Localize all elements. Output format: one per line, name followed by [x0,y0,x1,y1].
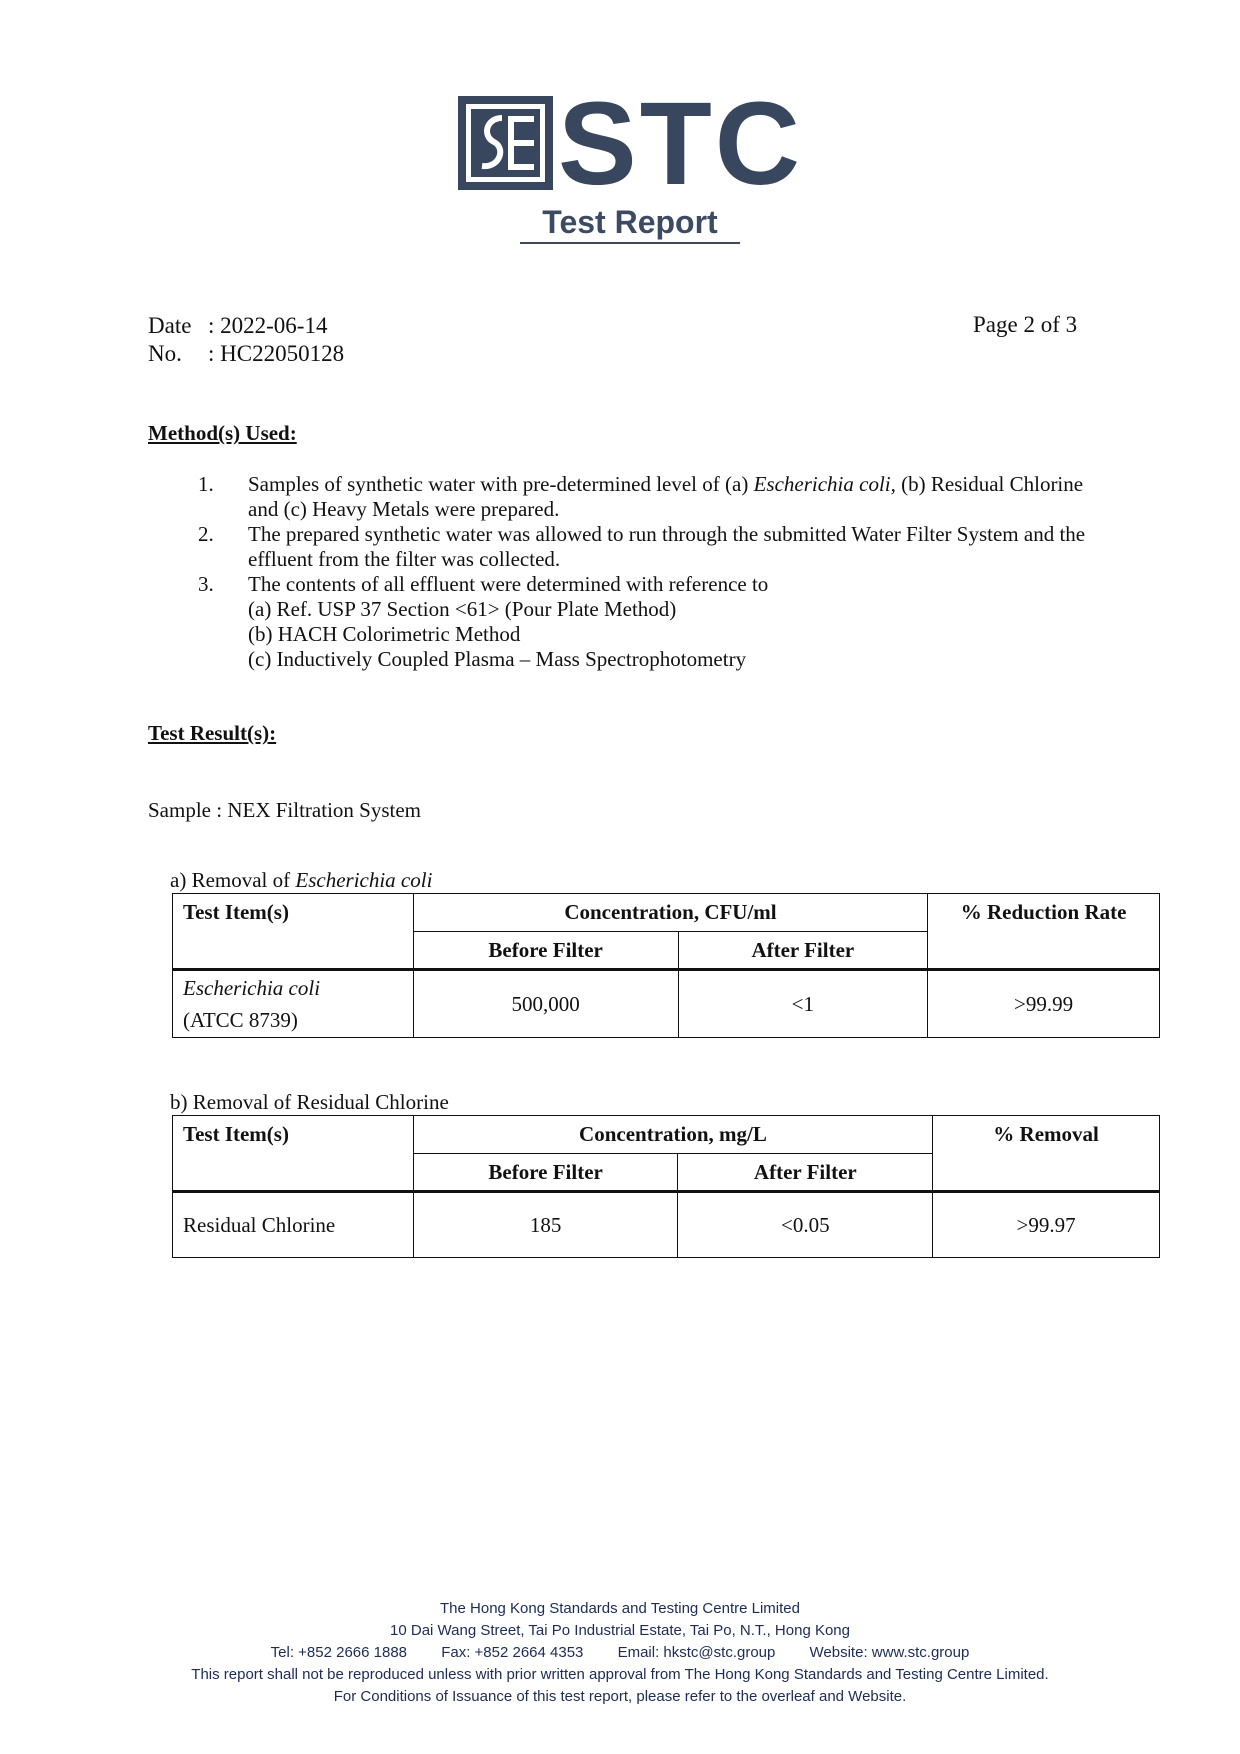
test-item-cell: Escherichia coli (ATCC 8739) [173,970,414,1038]
method-item: 3. The contents of all effluent were determined with reference to (a) Ref. USP 37 Section <61> (Pour Plate Method) (b) HACH Colorimetric Method (c) Inductively Coupled Plasma – Mass Spectrophotometry [198,572,1118,672]
footer-contacts [0,1642,1240,1664]
before-filter-cell: 500,000 [413,970,678,1038]
column-header-concentration: Concentration, CFU/ml [413,894,927,932]
methods-heading: Method(s) Used: [148,421,297,445]
chlorine-results-table [172,1115,1160,1258]
footer-conditions: For Conditions of Issuance of this test report, please refer to the overleaf and Website. [333,1688,907,1705]
method-item: 2. The prepared synthetic water was allowed to run through the submitted Water Filter System and the effluent from the filter was collected. [198,522,1086,571]
column-header-test-item: Test Item(s) [173,1116,414,1192]
footer-disclaimer: This report shall not be reproduced unless with prior written approval from The Hong Kong Standards and Testing Centre Limited. [191,1666,1049,1683]
report-title: Test Report [520,205,740,244]
date-line [148,312,327,340]
table-row [173,970,1160,1038]
column-header-test-item: Test Item(s) [173,894,414,970]
table-row [173,1192,1160,1258]
sample-name: Sample : NEX Filtration System [148,798,421,822]
test-item-cell: Residual Chlorine [173,1192,414,1258]
method-item: 1. Samples of synthetic water with pre-determined level of (a) Escherichia coli, (b) Residual Chlorine and (c) Heavy Metals were prepared. [198,472,1084,521]
date-label: Date [148,313,192,338]
column-header-before-filter: Before Filter [413,932,678,970]
footer-fax: Fax: +852 2664 4353 [441,1644,584,1661]
after-filter-cell: <0.05 [678,1192,933,1258]
results-heading: Test Result(s): [148,721,277,745]
reduction-rate-cell: >99.99 [928,970,1160,1038]
ecoli-results-table [172,893,1160,1038]
stc-emblem-icon [458,96,553,190]
report-number-label: No. [148,341,182,366]
page-number: Page 2 of 3 [973,312,1078,337]
footer [0,1598,1240,1708]
footer-tel: Tel: +852 2666 1888 [270,1644,408,1661]
footer-company: The Hong Kong Standards and Testing Centre Limited [440,1600,800,1617]
footer-email: Email: hkstc@stc.group [617,1644,776,1661]
column-header-concentration: Concentration, mg/L [413,1116,932,1154]
methods-list [198,472,1118,672]
column-header-after-filter: After Filter [678,932,928,970]
method-sub-item: (a) Ref. USP 37 Section <61> (Pour Plate Method) [248,597,677,621]
method-sub-item: (b) HACH Colorimetric Method [248,622,521,646]
footer-address: 10 Dai Wang Street, Tai Po Industrial Estate, Tai Po, N.T., Hong Kong [390,1622,850,1639]
report-number-value: : HC22050128 [208,341,345,366]
footer-website: Website: www.stc.group [809,1644,970,1661]
table-b-caption: b) Removal of Residual Chlorine [170,1090,449,1114]
column-header-reduction-rate: % Reduction Rate [928,894,1160,970]
stc-logo [458,78,820,210]
report-number-line [148,340,344,368]
before-filter-cell: 185 [413,1192,678,1258]
table-a-caption: a) Removal of Escherichia coli [170,868,433,892]
column-header-after-filter: After Filter [678,1154,933,1192]
column-header-before-filter: Before Filter [413,1154,678,1192]
column-header-removal: % Removal [933,1116,1160,1192]
after-filter-cell: <1 [678,970,928,1038]
method-sub-item: (c) Inductively Coupled Plasma – Mass Spectrophotometry [248,647,747,671]
logo-wordmark: STC [558,78,803,210]
removal-cell: >99.97 [933,1192,1160,1258]
date-value: : 2022-06-14 [208,313,328,338]
